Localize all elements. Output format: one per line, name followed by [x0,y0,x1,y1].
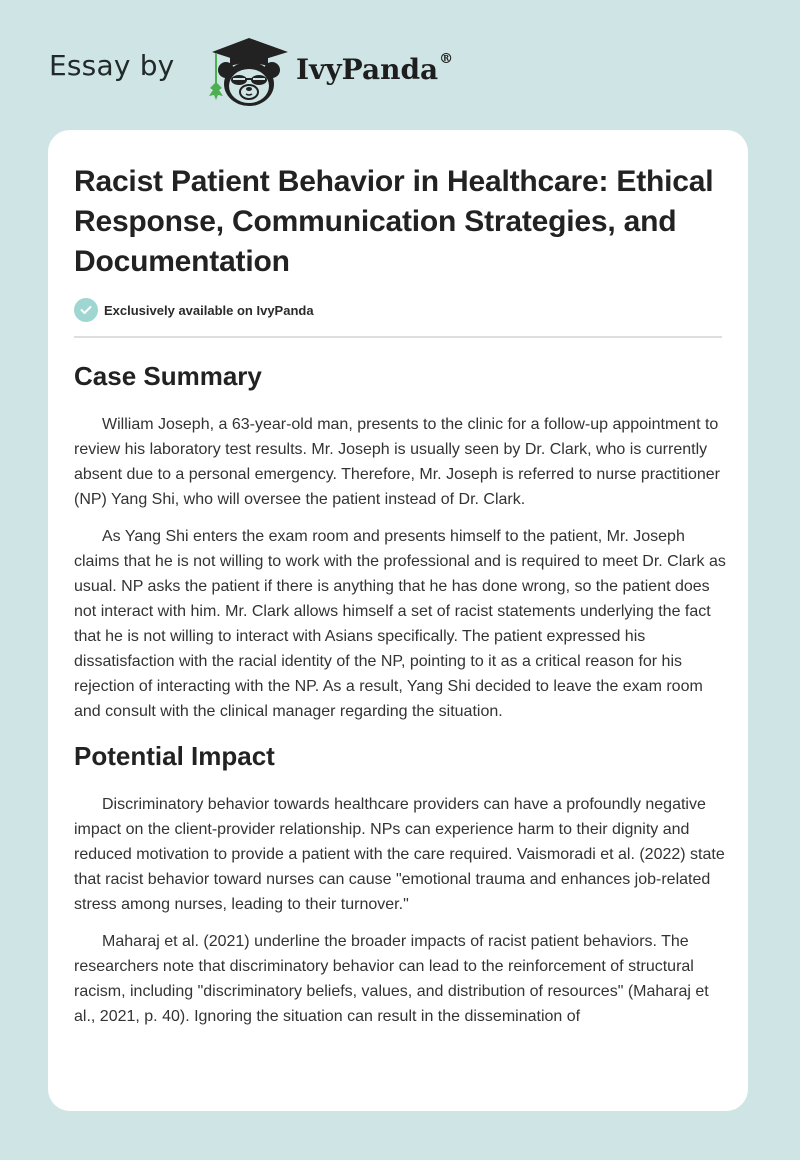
exclusive-badge [74,298,722,322]
exclusive-label: Exclusively available on IvyPanda [104,302,314,318]
paragraph: As Yang Shi enters the exam room and presents himself to the patient, Mr. Joseph claims that he is not willing to work with the professional and is required to meet Dr. Clark as usual. NP asks the patient if there is anything that he has done wrong, so the patient does not interact with him. Mr. Clark allows himself a set of racist statements underlying the fact that he is not willing to interact with Asians specifically. The patient expressed his dissatisfaction with the racial identity of the NP, pointing to it as a critical reason for his rejection of interacting with the NP. As a result, Yang Shi decided to leave the exam room and consult with the clinical manager regarding the situation. [74,528,726,720]
essay-by-label: Essay by [49,49,175,82]
section-potential-impact [74,738,725,1029]
ivypanda-logo-link[interactable] [202,36,292,108]
check-circle-icon [74,298,98,322]
panda-graduation-cap-icon [202,36,292,108]
section-case-summary [74,358,726,724]
site-header [0,0,800,110]
registered-mark: ® [439,51,454,67]
essay-card [48,130,748,1111]
essay-title: Racist Patient Behavior in Healthcare: Ethical Response, Communication Strategies, and Documentation [74,165,714,278]
paragraph: William Joseph, a 63-year-old man, presents to the clinic for a follow-up appointment to review his laboratory test results. Mr. Joseph is usually seen by Dr. Clark, who is currently absent due to a personal emergency. Therefore, Mr. Joseph is referred to nurse practitioner (NP) Yang Shi, who will oversee the patient instead of Dr. Clark. [74,416,720,508]
section-heading: Case Summary [74,361,262,391]
paragraph: Discriminatory behavior towards healthcare providers can have a profoundly negative impact on the client-provider relationship. NPs can experience harm to their dignity and reduced motivation to provide a patient with the care required. Vaismoradi et al. (2022) state that racist behavior toward nurses can cause "emotional trauma and enhances job-related stress among nurses, leading to their turnover." [74,796,725,913]
brand-name [296,51,454,86]
title-divider [74,336,722,338]
brand-text: IvyPanda [296,53,439,86]
paragraph: Maharaj et al. (2021) underline the broader impacts of racist patient behaviors. The researchers note that discriminatory behavior can lead to the reinforcement of structural racism, including "discriminatory beliefs, values, and distribution of resources" (Maharaj et al., 2021, p. 40). Ignoring the situation can result in the dissemination of [74,933,709,1025]
section-heading: Potential Impact [74,741,275,771]
